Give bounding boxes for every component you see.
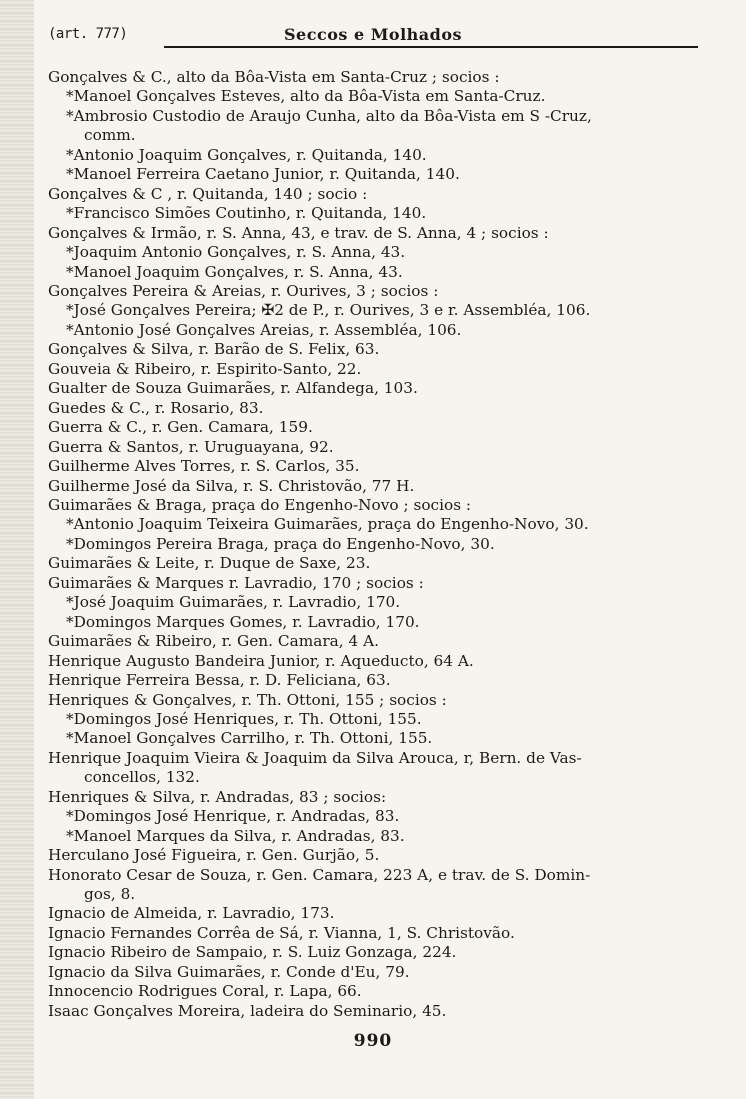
firm-entry: Henrique Augusto Bandeira Junior, r. Aqueducto, 64 A. (48, 651, 474, 670)
partner-entry: *Manoel Marques da Silva, r. Andradas, 83. (66, 826, 405, 845)
header-rule (164, 46, 698, 48)
partner-entry: *Domingos Pereira Braga, praça do Engenho-Novo, 30. (66, 534, 495, 553)
firm-entry: Ignacio Fernandes Corrêa de Sá, r. Vianna, 1, S. Christovão. (48, 923, 515, 942)
entry-continuation: concellos, 132. (84, 768, 200, 787)
firm-entry: Ignacio de Almeida, r. Lavradio, 173. (48, 904, 335, 923)
firm-entry: Guerra & C., r. Gen. Camara, 159. (48, 418, 313, 437)
page-number: 990 (353, 1031, 393, 1051)
firm-entry: Ignacio Ribeiro de Sampaio, r. S. Luiz Gonzaga, 224. (48, 943, 457, 962)
firm-entry: Guilherme Alves Torres, r. S. Carlos, 35. (48, 457, 360, 476)
firm-entry: Guilherme José da Silva, r. S. Christovão, 77 H. (48, 476, 415, 495)
firm-entry: Henriques & Gonçalves, r. Th. Ottoni, 155 ; socios : (48, 690, 447, 709)
firm-entry: Guerra & Santos, r. Uruguayana, 92. (48, 437, 334, 456)
firm-entry: Henrique Joaquim Vieira & Joaquim da Silva Arouca, r, Bern. de Vas- (48, 748, 582, 767)
entry-continuation: comm. (84, 126, 136, 145)
firm-entry: Gualter de Souza Guimarães, r. Alfandega, 103. (48, 379, 418, 398)
firm-entry: Gonçalves & C., alto da Bôa-Vista em Santa-Cruz ; socios : (48, 68, 500, 86)
partner-entry: *Ambrosio Custodio de Araujo Cunha, alto da Bôa-Vista em S -Cruz, (66, 106, 592, 125)
firm-entry: Guedes & C., r. Rosario, 83. (48, 398, 264, 417)
firm-entry: Henrique Ferreira Bessa, r. D. Feliciana, 63. (48, 671, 391, 690)
page-header (48, 26, 698, 48)
firm-entry: Gouveia & Ribeiro, r. Espirito-Santo, 22. (48, 359, 362, 378)
partner-entry: *Domingos José Henrique, r. Andradas, 83. (66, 807, 400, 826)
firm-entry: Gonçalves & Irmão, r. S. Anna, 43, e trav. de S. Anna, 4 ; socios : (48, 223, 549, 242)
firm-entry: Herculano José Figueira, r. Gen. Gurjão, 5. (48, 846, 380, 865)
entry-continuation: gos, 8. (84, 885, 136, 904)
partner-entry: *Joaquim Antonio Gonçalves, r. S. Anna, 43. (66, 243, 406, 262)
firm-entry: Ignacio da Silva Guimarães, r. Conde d'Eu, 79. (48, 962, 410, 981)
partner-entry: *Manoel Joaquim Gonçalves, r. S. Anna, 43. (66, 262, 403, 281)
firm-entry: Guimarães & Leite, r. Duque de Saxe, 23. (48, 554, 371, 573)
running-title: Seccos e Molhados (283, 25, 463, 44)
partner-entry: *Francisco Simões Coutinho, r. Quitanda, 140. (66, 204, 427, 223)
firm-entry: Gonçalves & C , r. Quitanda, 140 ; socio : (48, 184, 368, 203)
firm-entry: Guimarães & Braga, praça do Engenho-Novo ; socios : (48, 495, 472, 514)
partner-entry: *Domingos Marques Gomes, r. Lavradio, 170. (66, 612, 420, 631)
partner-entry: *Antonio José Gonçalves Areias, r. Assembléa, 106. (66, 320, 462, 339)
article-reference: (art. 777) (48, 26, 128, 42)
firm-entry: Guimarães & Marques r. Lavradio, 170 ; socios : (48, 573, 424, 592)
partner-entry: *Antonio Joaquim Teixeira Guimarães, praça do Engenho-Novo, 30. (66, 515, 589, 534)
directory-entries (48, 68, 698, 1021)
partner-entry: *Manoel Gonçalves Esteves, alto da Bôa-Vista em Santa-Cruz. (66, 87, 546, 106)
firm-entry: Henriques & Silva, r. Andradas, 83 ; socios: (48, 787, 387, 806)
page-binding-edge (0, 0, 34, 1099)
firm-entry: Innocencio Rodrigues Coral, r. Lapa, 66. (48, 982, 362, 1001)
partner-entry: *Antonio Joaquim Gonçalves, r. Quitanda, 140. (66, 145, 427, 164)
firm-entry: Gonçalves Pereira & Areias, r. Ourives, 3 ; socios : (48, 281, 439, 300)
partner-entry: *Manoel Gonçalves Carrilho, r. Th. Ottoni, 155. (66, 729, 433, 748)
firm-entry: Gonçalves & Silva, r. Barão de S. Felix, 63. (48, 340, 380, 359)
firm-entry: Honorato Cesar de Souza, r. Gen. Camara, 223 A, e trav. de S. Domin- (48, 865, 591, 884)
partner-entry: *José Gonçalves Pereira; ✠2 de P., r. Ourives, 3 e r. Assembléa, 106. (66, 301, 591, 320)
partner-entry: *José Joaquim Guimarães, r. Lavradio, 170. (66, 593, 401, 612)
firm-entry: Isaac Gonçalves Moreira, ladeira do Seminario, 45. (48, 1001, 447, 1020)
partner-entry: *Domingos José Henriques, r. Th. Ottoni, 155. (66, 709, 422, 728)
firm-entry: Guimarães & Ribeiro, r. Gen. Camara, 4 A. (48, 632, 379, 651)
partner-entry: *Manoel Ferreira Caetano Junior, r. Quitanda, 140. (66, 165, 460, 184)
